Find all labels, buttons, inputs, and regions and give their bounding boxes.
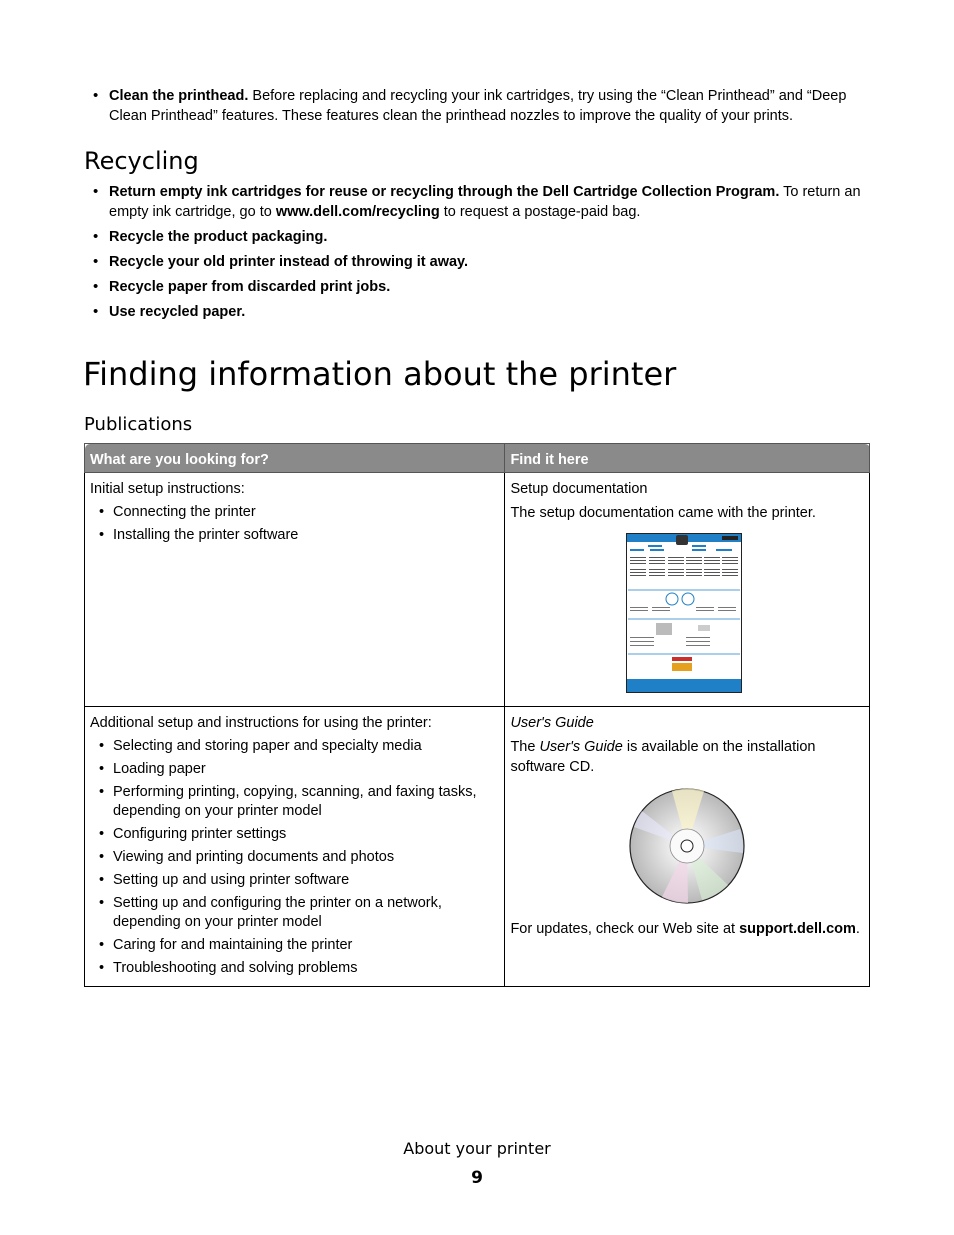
setup-document-icon <box>626 533 742 693</box>
list-item: • Setting up and configuring the printer on a network, depending on your printer model <box>90 894 500 932</box>
find-title: Setup documentation <box>510 481 648 497</box>
recycling-item-bold: Recycle paper from discarded print jobs. <box>109 279 391 295</box>
find-text-italic: User's Guide <box>539 739 623 755</box>
setup-doc-image <box>503 533 865 693</box>
list-item: • Connecting the printer <box>90 503 500 522</box>
updates-text-part: . <box>855 921 860 937</box>
table-row <box>85 473 870 707</box>
list-item <box>85 182 875 222</box>
recycling-item-bold: Return empty ink cartridges for reuse or recycling through the Dell Cartridge Collection Program. <box>109 184 780 200</box>
list-item <box>85 302 875 322</box>
page-number: 9 <box>471 1168 483 1188</box>
find-text <box>510 737 865 777</box>
recycling-item-bold: Use recycled paper. <box>109 304 246 320</box>
cell-looking-for <box>85 473 505 707</box>
cd-image <box>508 787 865 905</box>
header-find-it-here: Find it here <box>505 444 870 473</box>
list-item: • Performing printing, copying, scanning, and faxing tasks, depending on your printer model <box>90 783 500 821</box>
cell-list <box>90 503 500 545</box>
cell-looking-for <box>85 707 505 987</box>
list-item: • Loading paper <box>90 760 500 779</box>
recycling-item-text: to request a postage-paid bag. <box>439 204 641 220</box>
tip-text: Before replacing and recycling your ink cartridges, try using the “Clean Printhead” and “Deep Clean Printhead” features. These features clean the printhead nozzles to improve the quality of your prints. <box>109 88 847 124</box>
cell-lead: Additional setup and instructions for using the printer: <box>90 715 432 731</box>
list-item <box>85 252 875 272</box>
publications-heading: Publications <box>84 414 193 435</box>
recycling-heading: Recycling <box>84 147 199 175</box>
list-item: • Setting up and using printer software <box>90 871 500 890</box>
footer-section-title: About your printer <box>403 1139 551 1158</box>
list-item: • Viewing and printing documents and photos <box>90 848 500 867</box>
list-item <box>85 86 875 126</box>
cell-lead: Initial setup instructions: <box>90 481 245 497</box>
cell-find-it <box>505 707 870 987</box>
recycling-list <box>85 182 875 327</box>
list-item: • Troubleshooting and solving problems <box>90 959 500 978</box>
list-item: • Caring for and maintaining the printer <box>90 936 500 955</box>
list-item: • Configuring printer settings <box>90 825 500 844</box>
support-link[interactable]: support.dell.com <box>739 921 856 937</box>
table-row <box>85 707 870 987</box>
cell-list <box>90 737 500 978</box>
printhead-tip <box>85 86 875 126</box>
list-item <box>85 227 875 247</box>
find-title <box>510 713 865 733</box>
find-text: The setup documentation came with the printer. <box>510 505 816 521</box>
page-title: Finding information about the printer <box>83 355 677 393</box>
cd-icon <box>628 787 746 905</box>
tip-bold: Clean the printhead. <box>109 88 249 104</box>
find-title-italic: User's Guide <box>510 715 594 731</box>
recycling-link[interactable]: www.dell.com/recycling <box>275 204 440 220</box>
header-looking-for: What are you looking for? <box>85 444 505 473</box>
recycling-item-text: To return an empty ink cartridge, go to <box>109 184 861 220</box>
recycling-item-bold: Recycle the product packaging. <box>109 229 328 245</box>
list-item: • Installing the printer software <box>90 526 500 545</box>
list-item <box>85 277 875 297</box>
find-text-part: is available on the installation software CD. <box>510 739 816 775</box>
updates-text <box>510 919 865 939</box>
cell-find-it <box>505 473 870 707</box>
find-text-part: The <box>510 739 540 755</box>
recycling-item-bold: Recycle your old printer instead of throwing it away. <box>109 254 469 270</box>
table-header-row <box>85 444 870 473</box>
publications-table <box>84 443 870 987</box>
updates-text-part: For updates, check our Web site at <box>510 921 740 937</box>
list-item: • Selecting and storing paper and specialty media <box>90 737 500 756</box>
